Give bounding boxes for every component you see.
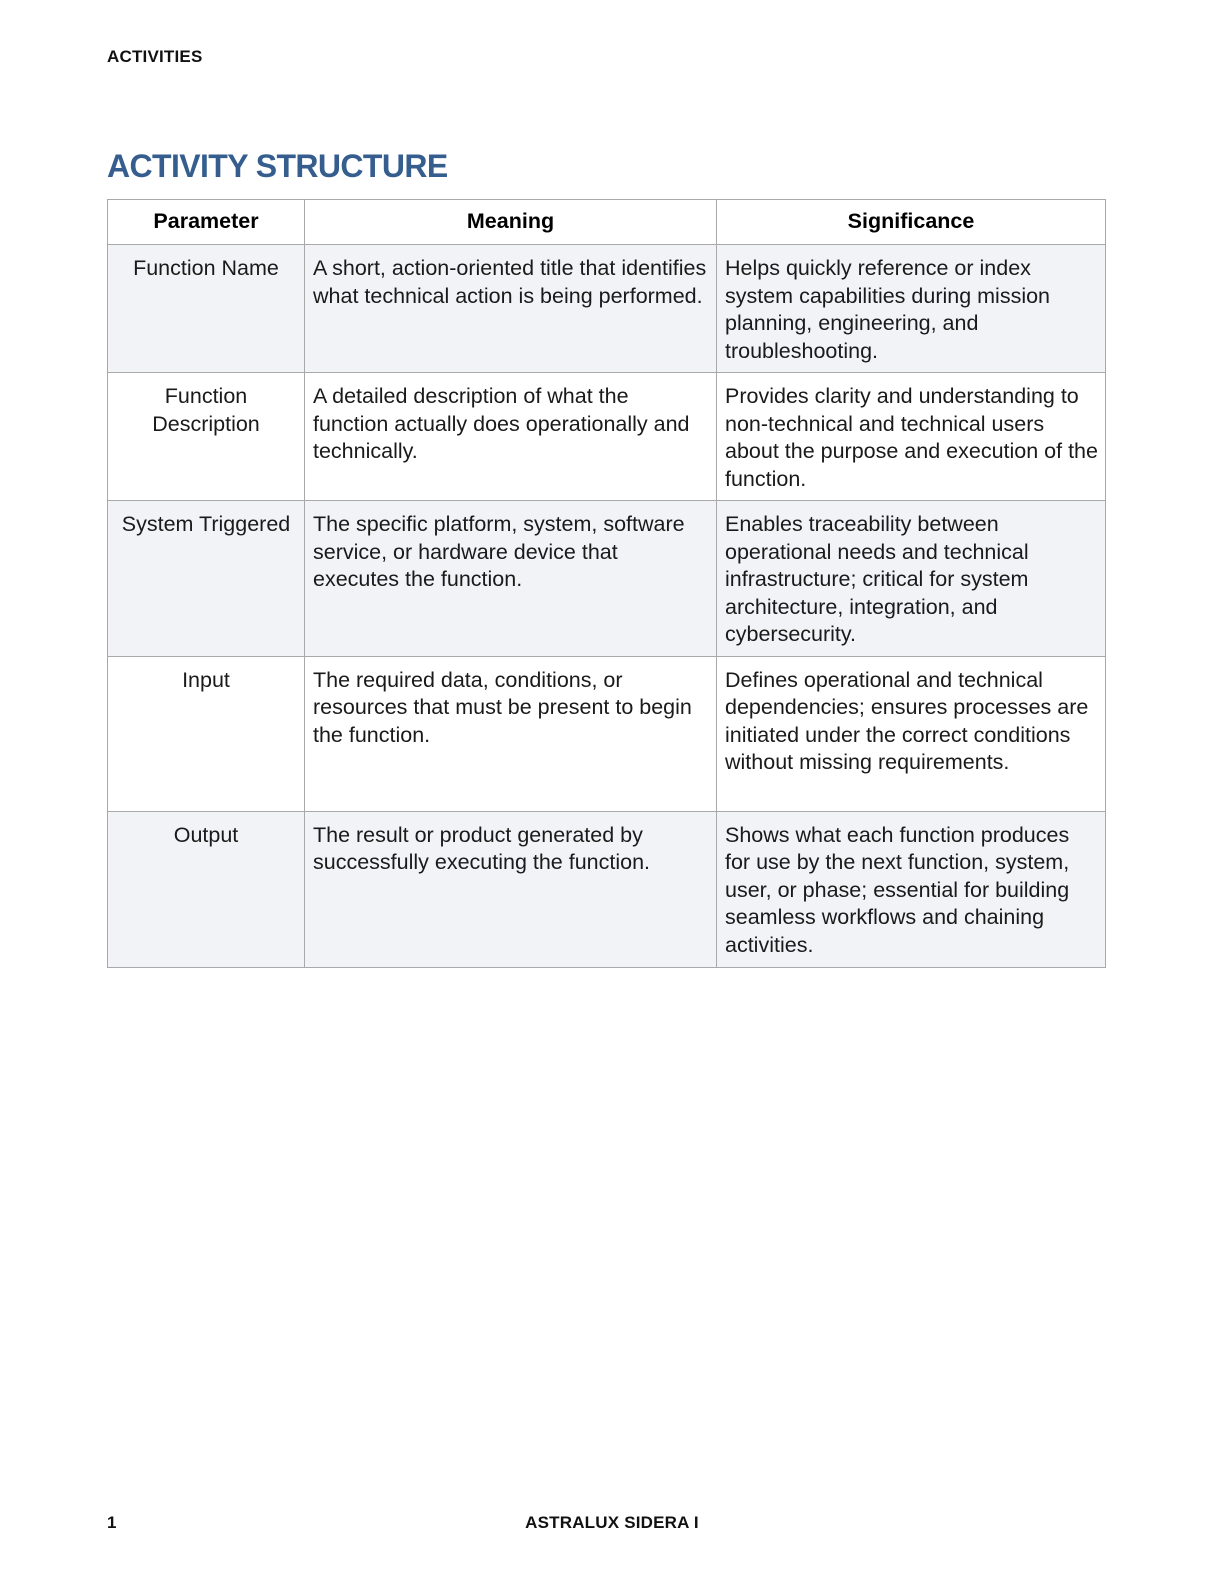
table-row [108, 501, 1106, 657]
parameter-cell: System Triggered [108, 501, 305, 657]
significance-cell: Provides clarity and understanding to non-technical and technical users about the purpose and execution of the function. [717, 373, 1106, 501]
section-title: ACTIVITY STRUCTURE [107, 148, 448, 184]
column-header-meaning: Meaning [305, 200, 717, 245]
parameter-cell: Function Description [108, 373, 305, 501]
significance-cell: Helps quickly reference or index system capabilities during mission planning, engineering, and troubleshooting. [717, 245, 1106, 373]
parameter-cell: Function Name [108, 245, 305, 373]
table-row [108, 245, 1106, 373]
meaning-cell: A short, action-oriented title that identifies what technical action is being performed. [305, 245, 717, 373]
significance-cell: Defines operational and technical dependencies; ensures processes are initiated under the correct conditions without missing requirements. [717, 656, 1106, 811]
parameter-cell: Input [108, 656, 305, 811]
meaning-cell: The specific platform, system, software service, or hardware device that executes the function. [305, 501, 717, 657]
running-footer: ASTRALUX SIDERA I [525, 1513, 699, 1532]
running-header: ACTIVITIES [107, 47, 203, 66]
table-row [108, 656, 1106, 811]
significance-cell: Shows what each function produces for use by the next function, system, user, or phase; essential for building seamless workflows and chaining activities. [717, 811, 1106, 967]
activity-structure-table [107, 199, 1106, 968]
table-row [108, 373, 1106, 501]
page-number: 1 [107, 1513, 117, 1532]
column-header-significance: Significance [717, 200, 1106, 245]
table-row [108, 811, 1106, 967]
significance-cell: Enables traceability between operational needs and technical infrastructure; critical for system architecture, integration, and cybersecurity. [717, 501, 1106, 657]
meaning-cell: The required data, conditions, or resources that must be present to begin the function. [305, 656, 717, 811]
parameter-cell: Output [108, 811, 305, 967]
meaning-cell: The result or product generated by successfully executing the function. [305, 811, 717, 967]
meaning-cell: A detailed description of what the function actually does operationally and technically. [305, 373, 717, 501]
column-header-parameter: Parameter [108, 200, 305, 245]
table-header-row [108, 200, 1106, 245]
